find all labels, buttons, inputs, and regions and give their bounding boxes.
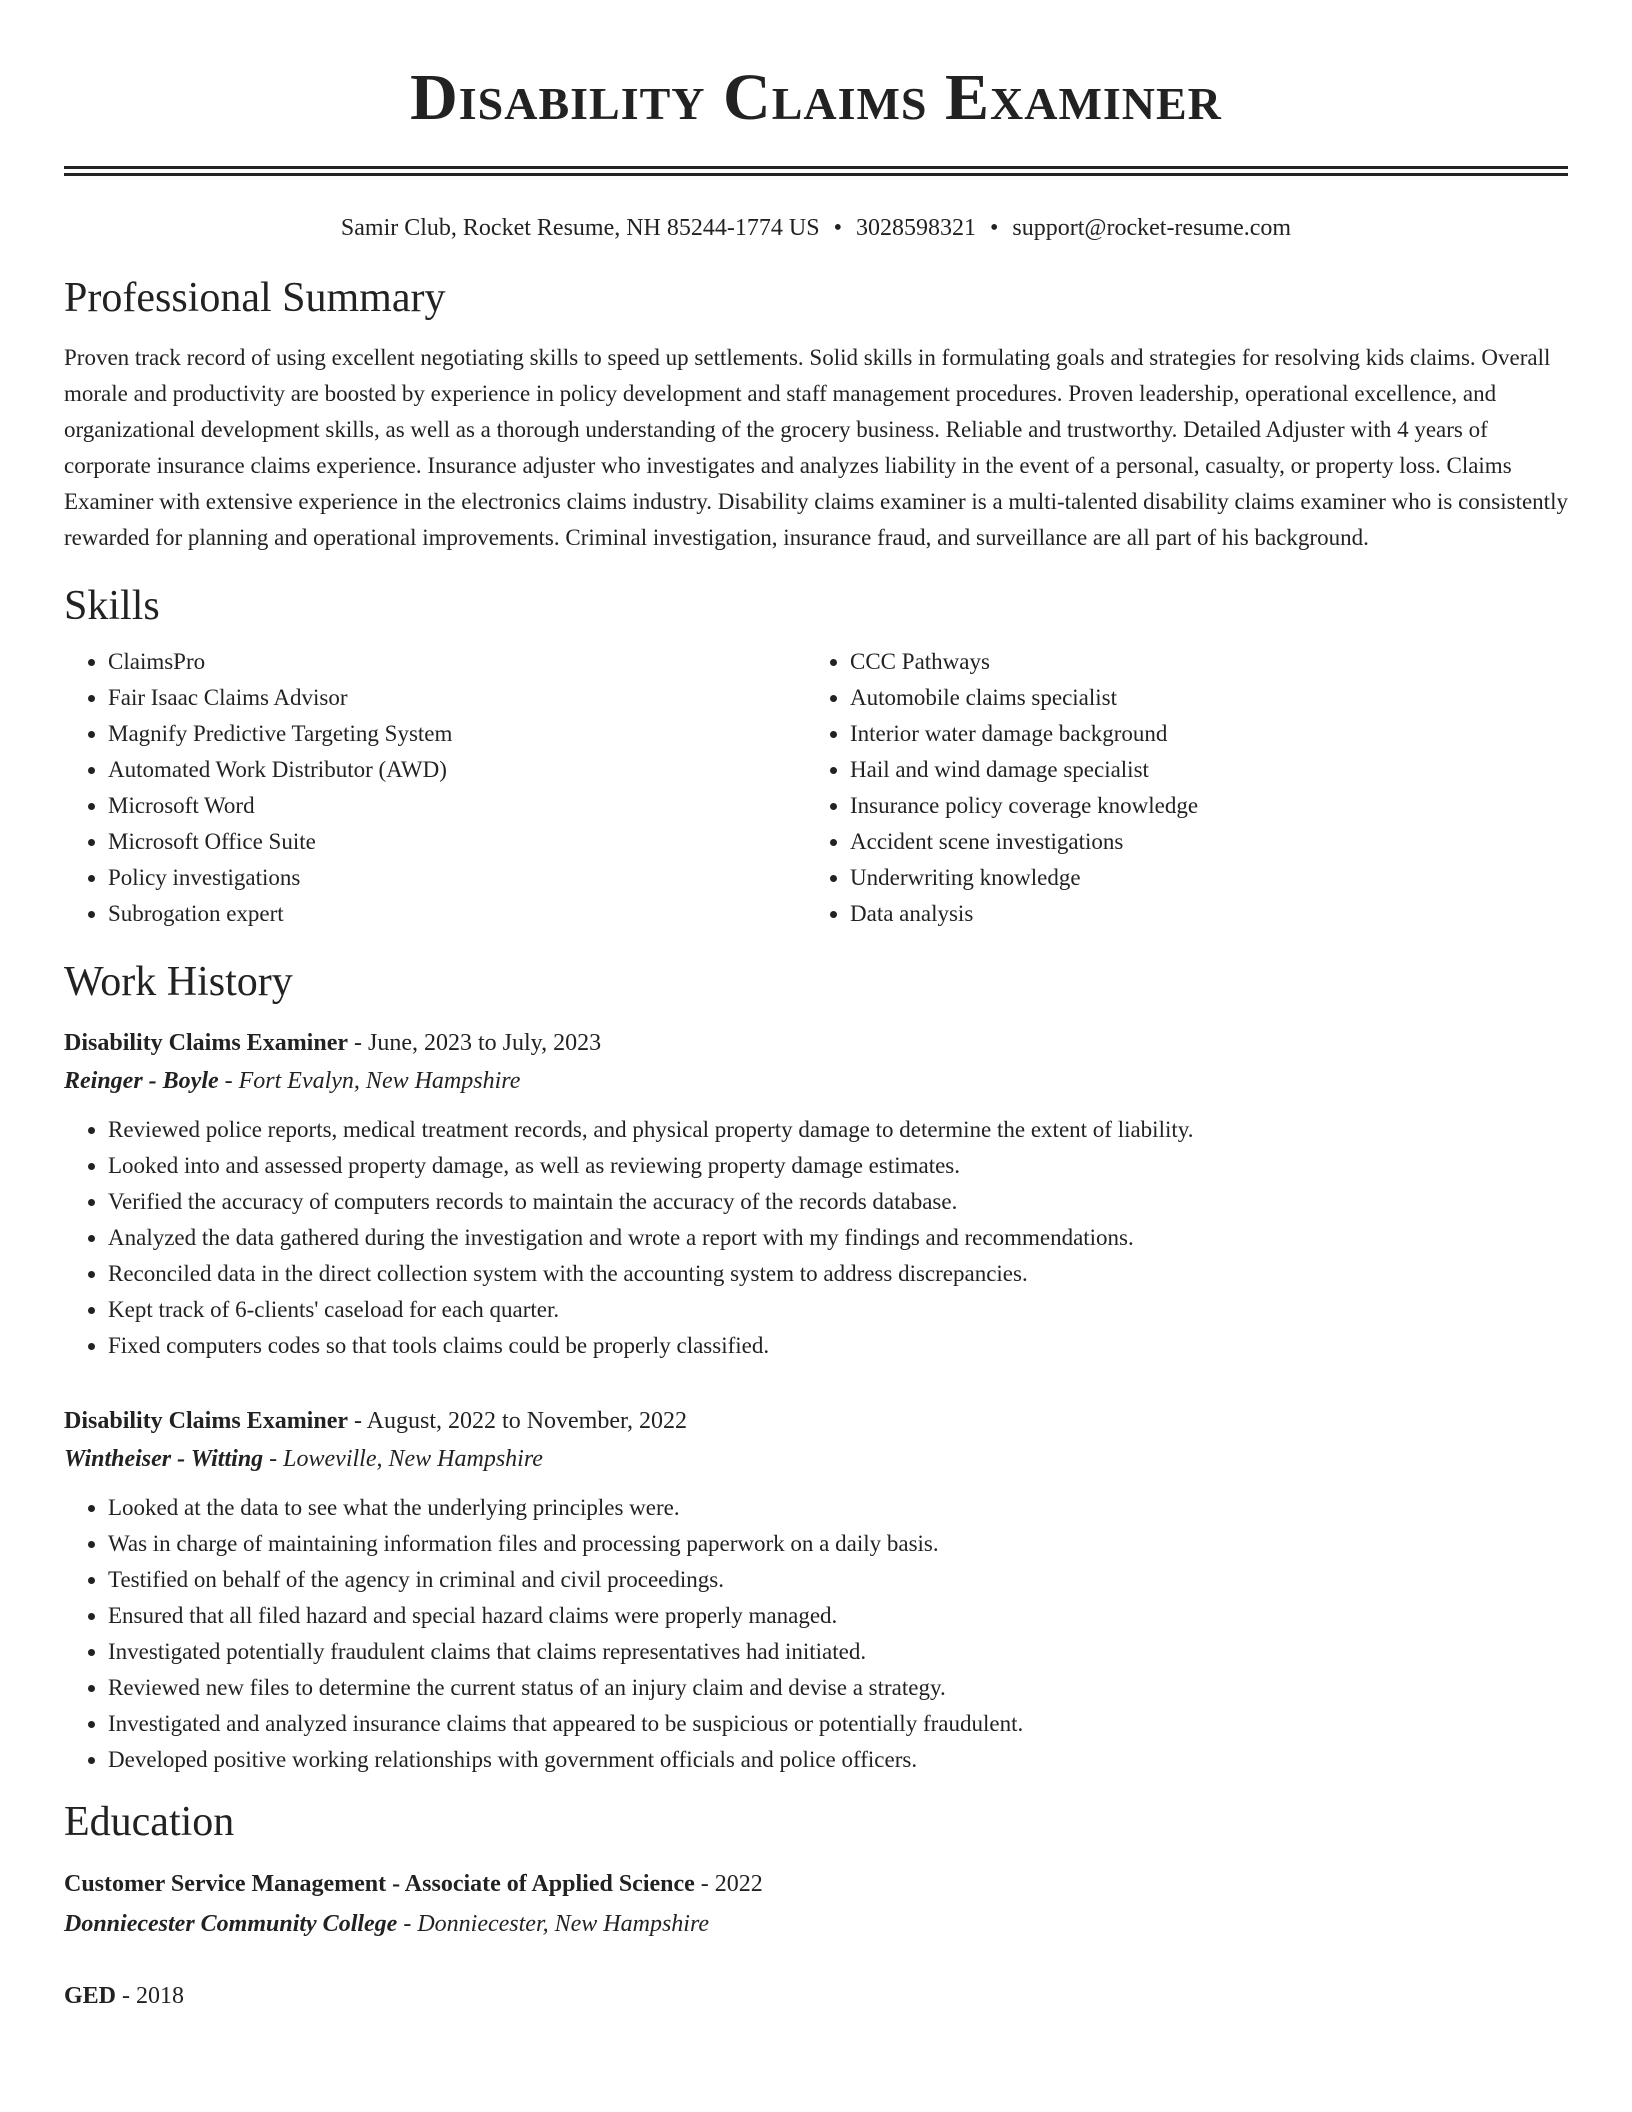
contact-line [64, 212, 1568, 244]
contact-separator: • [989, 215, 999, 241]
job-bullets [64, 1490, 1568, 1778]
skill-item: • Microsoft Office Suite [108, 824, 806, 860]
skill-item: • ClaimsPro [108, 644, 806, 680]
job-bullet: • Investigated potentially fraudulent claims that claims representatives had initiated. [108, 1634, 1568, 1670]
contact-email: support@rocket-resume.com [1012, 215, 1292, 241]
section-heading: Work History [64, 959, 293, 1005]
job-bullet: • Developed positive working relationships with government officials and police officers. [108, 1742, 1568, 1778]
section-heading: Education [64, 1799, 235, 1845]
skills-section [64, 580, 1568, 932]
job-title: Disability Claims Examiner [64, 1408, 349, 1434]
education-header [64, 1976, 1568, 2016]
resume-title: Disability Claims Examiner [410, 61, 1222, 134]
job-location: - Loweville, New Hampshire [263, 1446, 543, 1472]
job-bullet: • Fixed computers codes so that tools claims could be properly classified. [108, 1328, 1568, 1364]
skill-item: • Accident scene investigations [850, 824, 1548, 860]
skill-item: • Insurance policy coverage knowledge [850, 788, 1548, 824]
job-bullet: • Reviewed new files to determine the current status of an injury claim and devise a strategy. [108, 1670, 1568, 1706]
education-year: - 2022 [694, 1871, 763, 1897]
skill-item: • Magnify Predictive Targeting System [108, 716, 806, 752]
job-bullet: • Looked at the data to see what the underlying principles were. [108, 1490, 1568, 1526]
section-heading: Skills [64, 583, 160, 629]
work-history-section [64, 956, 1568, 1778]
job-bullet: • Ensured that all filed hazard and special hazard claims were properly managed. [108, 1598, 1568, 1634]
skill-item: • Automated Work Distributor (AWD) [108, 752, 806, 788]
job-bullet: • Analyzed the data gathered during the investigation and wrote a report with my findings and recommendations. [108, 1220, 1568, 1256]
education-location: - Donniecester, New Hampshire [397, 1911, 710, 1937]
skills-list-right [806, 644, 1548, 932]
job-location: - Fort Evalyn, New Hampshire [218, 1068, 521, 1094]
skills-list-left [64, 644, 806, 932]
education-header [64, 1864, 1568, 1904]
skill-item: • Fair Isaac Claims Advisor [108, 680, 806, 716]
job-bullet: • Reviewed police reports, medical treatment records, and physical property damage to determine the extent of liability. [108, 1112, 1568, 1148]
job-dates: - June, 2023 to July, 2023 [348, 1030, 602, 1056]
education-school: Donniecester Community College [64, 1911, 398, 1937]
job-dates: - August, 2022 to November, 2022 [348, 1408, 688, 1434]
job-company: Reinger - Boyle [64, 1068, 219, 1094]
education-entry [64, 1976, 1568, 2016]
contact-separator: • [833, 215, 842, 241]
skill-item: • Automobile claims specialist [850, 680, 1548, 716]
education-degree: Customer Service Management - Associate of Applied Science [64, 1871, 695, 1897]
skill-item: • Data analysis [850, 896, 1548, 932]
job-employer [64, 1062, 1568, 1100]
job-company: Wintheiser - Witting [64, 1446, 264, 1472]
contact-address: Samir Club, Rocket Resume, NH 85244-1774 US [340, 215, 820, 241]
education-degree: GED [64, 1983, 117, 2009]
skill-item: • Subrogation expert [108, 896, 806, 932]
job-bullet: • Investigated and analyzed insurance claims that appeared to be suspicious or potentially fraudulent. [108, 1706, 1568, 1742]
education-entry [64, 1864, 1568, 1944]
title-divider [64, 166, 1568, 176]
job-header [64, 1024, 1568, 1062]
skill-item: • Hail and wind damage specialist [850, 752, 1548, 788]
skill-item: • Underwriting knowledge [850, 860, 1548, 896]
job-employer [64, 1440, 1568, 1478]
contact-phone: 3028598321 [855, 215, 976, 241]
section-heading: Professional Summary [64, 275, 446, 321]
job-header [64, 1402, 1568, 1440]
job-bullet: • Reconciled data in the direct collection system with the accounting system to address discrepancies. [108, 1256, 1568, 1292]
job-bullet: • Verified the accuracy of computers records to maintain the accuracy of the records database. [108, 1184, 1568, 1220]
job-bullet: • Was in charge of maintaining information files and processing paperwork on a daily basis. [108, 1526, 1568, 1562]
job-bullet: • Looked into and assessed property damage, as well as reviewing property damage estimates. [108, 1148, 1568, 1184]
summary-text: Proven track record of using excellent negotiating skills to speed up settlements. Solid skills in formulating goals and strategies for resolving kids claims. Overall morale and productivity are boosted by experience in policy development and staff management procedures. Proven leadership, operational excellence, and organizational development skills, as well as a thorough understanding of the grocery business. Reliable and trustworthy. Detailed Adjuster with 4 years of corporate insurance claims experience. Insurance adjuster who investigates and analyzes liability in the event of a personal, casualty, or property loss. Claims Examiner with extensive experience in the electronics claims industry. Disability claims examiner is a multi-talented disability claims examiner who is consistently rewarded for planning and operational improvements. Criminal investigation, insurance fraud, and surveillance are all part of his background. [64, 345, 1568, 550]
job-bullet: • Testified on behalf of the agency in criminal and civil proceedings. [108, 1562, 1568, 1598]
job-title: Disability Claims Examiner [64, 1030, 349, 1056]
summary-section [64, 272, 1568, 556]
job-entry [64, 1024, 1568, 1364]
skills-columns [64, 644, 1568, 932]
job-bullet: • Kept track of 6-clients' caseload for each quarter. [108, 1292, 1568, 1328]
job-bullets [64, 1112, 1568, 1364]
skill-item: • CCC Pathways [850, 644, 1548, 680]
skill-item: • Microsoft Word [108, 788, 806, 824]
education-school-line [64, 1904, 1568, 1944]
skill-item: • Interior water damage background [850, 716, 1548, 752]
skill-item: • Policy investigations [108, 860, 806, 896]
education-year: - 2018 [116, 1983, 185, 2009]
job-entry [64, 1402, 1568, 1778]
education-section [64, 1796, 1568, 2016]
